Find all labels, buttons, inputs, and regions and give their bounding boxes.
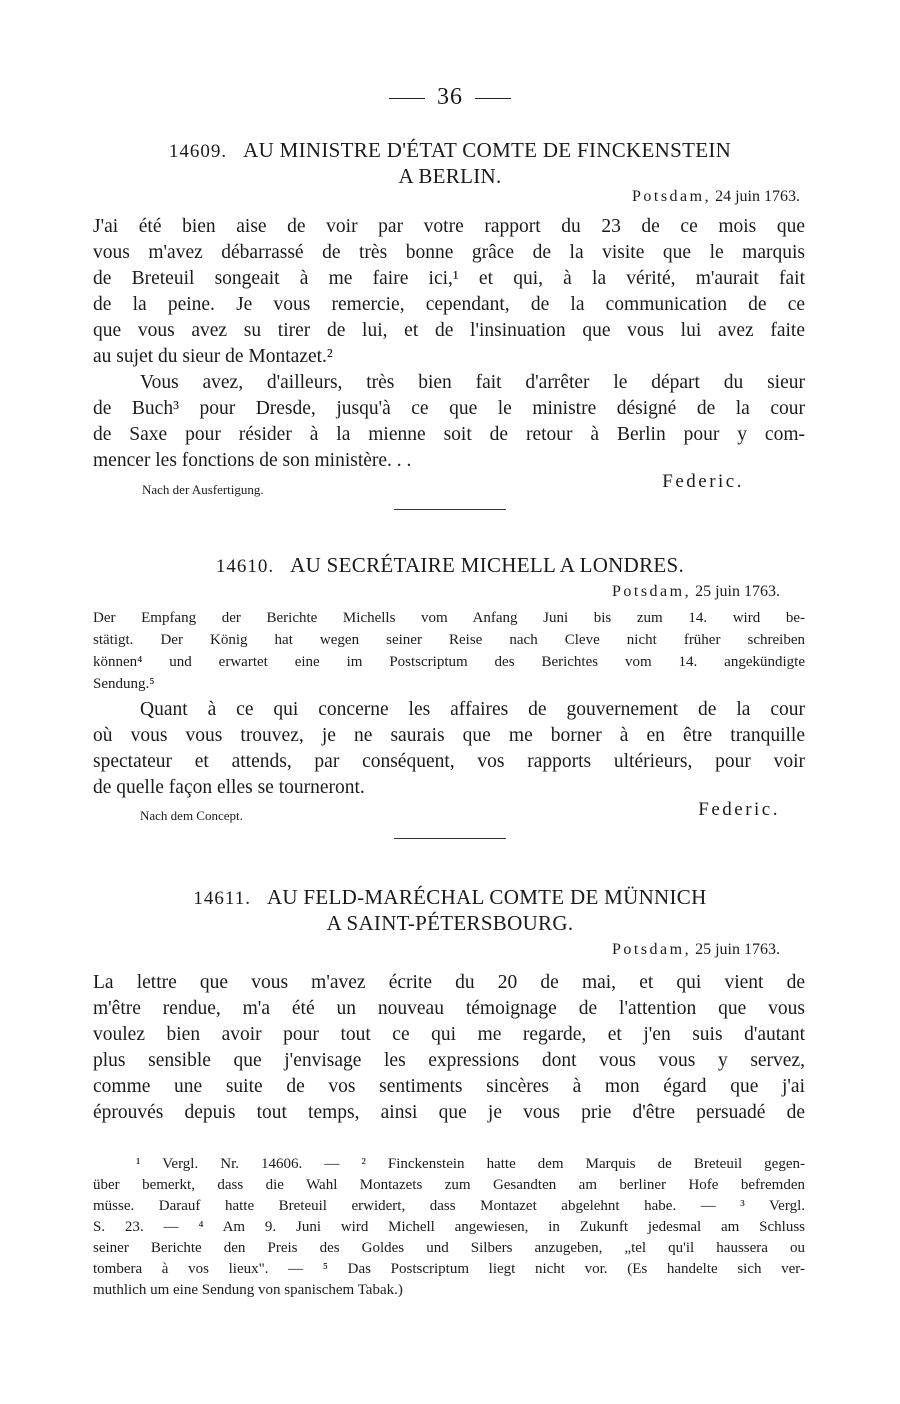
letter-body-line: de Breteuil songeait à me faire ici,¹ et qui, à la vérité, m'aurait fait xyxy=(93,268,805,289)
letter-body-line: éprouvés depuis tout temps, ainsi que je vous prie d'être persuadé de xyxy=(93,1102,805,1123)
letter-body-line: Vous avez, d'ailleurs, très bien fait d'arrêter le départ du sieur xyxy=(140,372,805,393)
letter-body-line: de quelle façon elles se tourneront. xyxy=(93,777,365,798)
footnote-line: S. 23. — ⁴ Am 9. Juni wird Michell angewiesen, in Zukunft jedesmal am Schluss xyxy=(93,1219,805,1235)
letter-body-line: J'ai été bien aise de voir par votre rapport du 23 de ce mois que xyxy=(93,216,805,237)
letter-body-line: vous m'avez débarrassé de très bonne grâce de la visite que le marquis xyxy=(93,242,805,263)
summary-line: Der Empfang der Berichte Michells vom Anfang Juni bis zum 14. wird be- xyxy=(93,610,805,626)
letter-body-line: voulez bien avoir pour tout ce qui me regarde, et j'en suis d'autant xyxy=(93,1024,805,1045)
letter-place: Potsdam, xyxy=(631,188,712,205)
footnote-line: über bemerkt, dass die Wahl Montazets zum Gesandten am berliner Hofe befremden xyxy=(93,1177,805,1193)
footnote-line: tombera à vos lieux". — ⁵ Das Postscriptum liegt nicht vor. (Es handelte sich ver- xyxy=(93,1261,805,1277)
letter-heading-text: AU FELD-MARÉCHAL COMTE DE MÜNNICH xyxy=(266,885,707,909)
letter-date xyxy=(632,188,800,206)
footnote-line: müsse. Darauf hatte Breteuil erwidert, dass Montazet abgelehnt habe. — ³ Vergl. xyxy=(93,1198,805,1214)
letter-body-line: de la peine. Je vous remercie, cependant, de la communication de ce xyxy=(93,294,805,315)
letter-heading-line-2: A SAINT-PÉTERSBOURG. xyxy=(326,911,574,935)
letter-body-line: où vous vous trouvez, je ne saurais que me borner à en être tranquille xyxy=(93,725,805,746)
letter-place: Potsdam, xyxy=(611,583,692,600)
letter-body-line: spectateur et attends, par conséquent, vos rapports ultérieurs, pour voir xyxy=(93,751,805,772)
letter-body-line: au sujet du sieur de Montazet.² xyxy=(93,346,333,367)
source-note: Nach der Ausfertigung. xyxy=(142,482,264,497)
letter-heading xyxy=(0,138,900,163)
letter-heading xyxy=(0,885,900,910)
letter-date-text: 24 juin 1763. xyxy=(715,188,800,205)
letter-body-line: comme une suite de vos sentiments sincères à mon égard que j'ai xyxy=(93,1076,805,1097)
letter-date xyxy=(612,941,780,959)
letter-body-line: que vous avez su tirer de lui, et de l'insinuation que vous lui avez faite xyxy=(93,320,805,341)
source-note: Nach dem Concept. xyxy=(140,808,243,823)
letter-body-line: de Saxe pour résider à la mienne soit de retour à Berlin pour y com- xyxy=(93,424,805,445)
letter-body-line: La lettre que vous m'avez écrite du 20 de mai, et qui vient de xyxy=(93,972,805,993)
page-number-dash-left xyxy=(389,98,425,99)
letter-number: 14611. xyxy=(193,888,251,909)
summary-line: Sendung.⁵ xyxy=(93,676,155,692)
letter-body-line: de Buch³ pour Dresde, jusqu'à ce que le ministre désigné de la cour xyxy=(93,398,805,419)
letter-body-line: mencer les fonctions de son ministère. . . xyxy=(93,450,412,471)
page-number-dash-right xyxy=(475,98,511,99)
signature: Federic. xyxy=(662,471,744,492)
letter-number: 14609. xyxy=(168,141,228,162)
summary-line: können⁴ und erwartet eine im Postscriptum des Berichtes vom 14. angekündigte xyxy=(93,654,805,670)
footnote-line: ¹ Vergl. Nr. 14606. — ² Finckenstein hatte dem Marquis de Breteuil gegen- xyxy=(136,1156,805,1172)
page-number: 36 xyxy=(0,84,900,111)
letter-date-text: 25 juin 1763. xyxy=(695,941,780,958)
letter-number: 14610. xyxy=(215,556,275,577)
footnote-line: muthlich um eine Sendung von spanischem Tabak.) xyxy=(93,1282,403,1298)
letter-heading-text: AU MINISTRE D'ÉTAT COMTE DE FINCKENSTEIN xyxy=(243,138,732,162)
footnote-line: seiner Berichte den Preis des Goldes und Silbers anzugeben, „tel qu'il haussera ou xyxy=(93,1240,805,1256)
letter-body-line: Quant à ce qui concerne les affaires de gouvernement de la cour xyxy=(140,699,805,720)
letter-heading-text: AU SECRÉTAIRE MICHELL A LONDRES. xyxy=(290,553,685,577)
letter-place: Potsdam, xyxy=(611,941,692,958)
letter-body-line: m'être rendue, m'a été un nouveau témoignage de l'attention que vous xyxy=(93,998,805,1019)
letter-heading xyxy=(0,553,900,578)
letter-heading-line-2: A BERLIN. xyxy=(398,164,502,188)
letter-body-line: plus sensible que j'envisage les expressions dont vous vous y servez, xyxy=(93,1050,805,1071)
section-divider xyxy=(394,509,506,510)
letter-date xyxy=(612,583,780,601)
signature: Federic. xyxy=(698,799,780,820)
section-divider xyxy=(394,838,506,839)
summary-line: stätigt. Der König hat wegen seiner Reise nach Cleve nicht früher schreiben xyxy=(93,632,805,648)
letter-date-text: 25 juin 1763. xyxy=(695,583,780,600)
